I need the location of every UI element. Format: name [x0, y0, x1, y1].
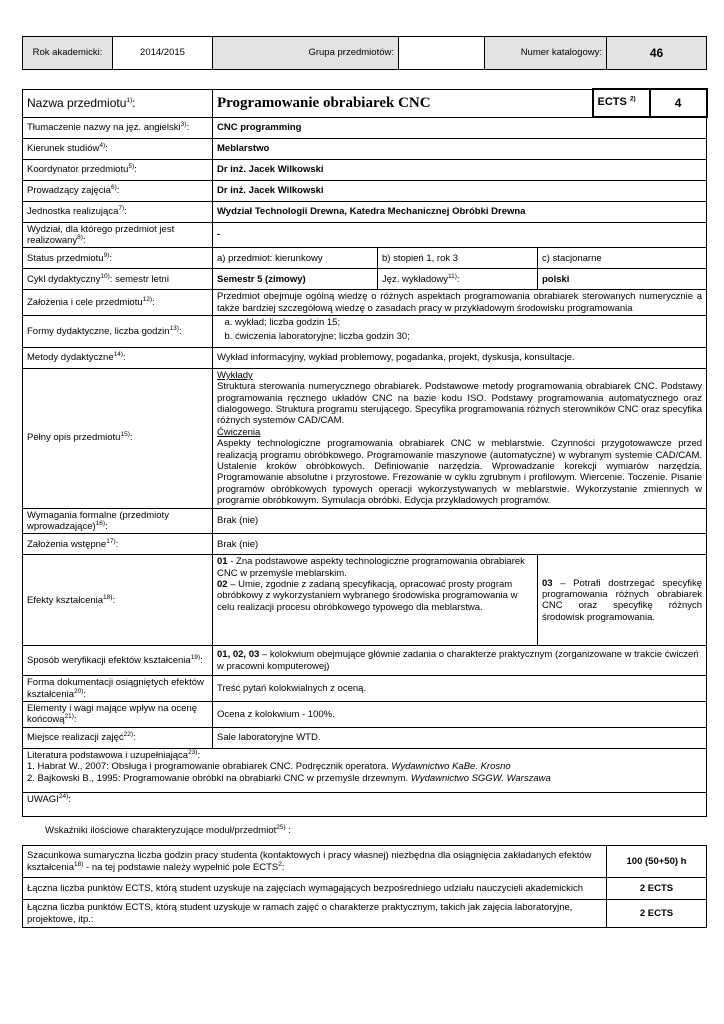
- forms-value: [213, 316, 707, 348]
- language-label: Jęz. wykładowy$^{11)}$:: [378, 269, 538, 290]
- remarks-label: UWAGI$^{24)}$:: [23, 792, 707, 816]
- documentation-label: Forma dokumentacji osiągniętych efektów kształcenia$^{20)}$:: [23, 676, 213, 702]
- coordinator-value: Dr inż. Jacek Wilkowski: [213, 159, 707, 180]
- faculty-label: Wydział, dla którego przedmiot jest realizowany$^{8)}$:: [23, 222, 213, 248]
- forms-item: a. wykład; liczba godzin 15;: [235, 317, 702, 328]
- catalog-number-label: Numer katalogowy:: [485, 37, 607, 70]
- indicators-table: [22, 845, 707, 928]
- location-label: Miejsce realizacji zajęć$^{22)}$:: [23, 727, 213, 748]
- outcome-03: 03 – Potrafi dostrzegać specyfikę programowania różnych obrabiarek CNC oraz specyfikę różnych środowisk programowania.: [542, 577, 703, 623]
- indicator-ects-direct-label: Łączna liczba punktów ECTS, którą student uzyskuje na zajęciach wymagających bezpośredniego udziału nauczycieli akademickich: [23, 878, 607, 900]
- outcomes-left: [213, 555, 538, 646]
- main-table: [22, 88, 708, 817]
- forms-item: b. ćwiczenia laboratoryjne; liczba godzin 30;: [235, 331, 702, 342]
- description-value: [213, 368, 707, 508]
- indicator-ects-direct-value: 2 ECTS: [607, 878, 707, 900]
- literature-item: 1. Habrat W., 2007: Obsługa i programowanie obrabiarek CNC. Podręcznik operatora. Wydawnictwo KaBe. Krosno: [27, 761, 511, 773]
- methods-value: Wykład informacyjny, wykład problemowy, pogadanka, projekt, dyskusja, konsultacje.: [213, 347, 707, 368]
- goals-label: Założenia i cele przedmiotu$^{12)}$:: [23, 290, 213, 316]
- literature-item: 2. Bajkowski B., 1995: Programowanie obróbki na obrabiarki CNC w przemyśle drzewnym. Wydawnictwo SGGW. Warszawa: [27, 772, 551, 784]
- outcomes-right: [538, 555, 707, 646]
- prerequisites-label: Założenia wstępne$^{17)}$:: [23, 534, 213, 555]
- requirements-label: Wymagania formalne (przedmioty wprowadzające)$^{16)}$:: [23, 508, 213, 534]
- goals-value: Przedmiot obejmuje ogólną wiedzę o różnych aspektach programowania obrabiarek sterowanych numerycznie a także bardziej szczegółową wiedzę o zasadach pracy w przykładowym środowisku programowania: [213, 290, 707, 316]
- description-label: Pełny opis przedmiotu$^{15)}$:: [23, 368, 213, 508]
- documentation-value: Treść pytań kolokwialnych z oceną.: [213, 676, 707, 702]
- outcomes-label: Efekty kształcenia$^{18)}$:: [23, 555, 213, 646]
- methods-label: Metody dydaktyczne$^{14)}$:: [23, 347, 213, 368]
- translation-label: Tłumaczenie nazwy na jęz. angielski$^{3)}$:: [23, 117, 213, 138]
- cycle-value: Semestr 5 (zimowy): [213, 269, 378, 290]
- subject-group-label: Grupa przedmiotów:: [213, 37, 399, 70]
- forms-label: Formy dydaktyczne, liczba godzin$^{13)}$:: [23, 316, 213, 348]
- grading-label: Elementy i wagi mające wpływ na ocenę końcową$^{21)}$:: [23, 702, 213, 728]
- unit-value: Wydział Technologii Drewna, Katedra Mechanicznej Obróbki Drewna: [213, 201, 707, 222]
- prerequisites-value: Brak (nie): [213, 534, 707, 555]
- status-b: b) stopień 1, rok 3: [378, 248, 538, 269]
- exercises-heading: Ćwiczenia: [217, 426, 261, 438]
- ects-label: ECTS $^{2)}$: [593, 89, 650, 117]
- cycle-label: Cykl dydaktyczny$^{10)}$: semestr letni: [23, 269, 213, 290]
- instructor-label: Prowadzący zajęcia$^{6)}$:: [23, 180, 213, 201]
- faculty-value: -: [213, 222, 707, 248]
- lectures-heading: Wykłady: [217, 369, 253, 381]
- field-of-study-value: Meblarstwo: [213, 138, 707, 159]
- outcome-01: 01 - Zna podstawowe aspekty technologiczne programowania obrabiarek CNC w przemyśle meblarskim.: [217, 556, 525, 579]
- header-table: [22, 36, 707, 70]
- literature-cell: [23, 748, 707, 792]
- status-c: c) stacjonarne: [538, 248, 707, 269]
- indicator-hours-value: 100 (50+50) h: [607, 846, 707, 878]
- exercises-text: Aspekty technologiczne programowania obrabiarek CNC w meblarstwie. Czynności przygotowawcze przed realizacją programu obróbkowego. Programowanie maszynowe (automatyczne) w wybranym systemie CAD/CAM. Ustalenie kroków obróbkowych. Definiowanie narzędzia. Wprowadzanie korekcji wymiarów narzędzia. Programowanie absolutne i przyrostowe. Frezowanie w cyklu zgrubnym i profilowym. Wiercenie. Toczenie. Pisanie programów obróbkowych typowych operacji wykorzystywanych w meblarstwie. Wykorzystanie zmiennych w programie obróbkowym. Symulacja obróbki. Edycja przykładowych programów.: [217, 438, 703, 507]
- outcome-02: 02 – Umie, zgodnie z zadaną specyfikacją, opracować prosty program obróbkowy z wykorzystaniem wybranego środowiska programowania w celu realizacji procesu obróbkowego typowego dla meblarstwa.: [217, 579, 518, 613]
- indicator-ects-practical-value: 2 ECTS: [607, 900, 707, 928]
- instructor-value: Dr inż. Jacek Wilkowski: [213, 180, 707, 201]
- location-value: Sale laboratoryjne WTD.: [213, 727, 707, 748]
- course-name-value: Programowanie obrabiarek CNC: [213, 89, 593, 117]
- subject-group-value: [399, 37, 485, 70]
- catalog-number-value: 46: [607, 37, 707, 70]
- requirements-value: Brak (nie): [213, 508, 707, 534]
- verification-value: 01, 02, 03 – kolokwium obejmujące głównie zadania o charakterze praktycznym (zorganizowane w trakcie ćwiczeń w pracowni komputerowej): [213, 646, 707, 676]
- course-name-label: Nazwa przedmiotu$^{1)}$:: [23, 89, 213, 117]
- field-of-study-label: Kierunek studiów$^{4)}$:: [23, 138, 213, 159]
- lectures-text: Struktura sterowania numerycznego obrabiarek. Podstawowe metody programowania obrabiarek CNC. Podstawy programowania ręcznego układów CNC na bazie kodu ISO. Podstawy programowania automatycznego oraz dialogowego. Struktura programu sterującego. Specyfika programowania różnych sterowników CNC oraz specyfika różnych systemów CAD/CAM.: [217, 381, 703, 427]
- grading-value: Ocena z kolokwium - 100%.: [213, 702, 707, 728]
- status-label: Status przedmiotu$^{9)}$:: [23, 248, 213, 269]
- translation-value: CNC programming: [213, 117, 707, 138]
- literature-label: Literatura podstawowa i uzupełniająca$^{23)}$:: [27, 748, 201, 761]
- academic-year-value: 2014/2015: [113, 37, 213, 70]
- status-a: a) przedmiot: kierunkowy: [213, 248, 378, 269]
- unit-label: Jednostka realizująca$^{7)}$:: [23, 201, 213, 222]
- coordinator-label: Koordynator przedmiotu$^{5)}$:: [23, 159, 213, 180]
- language-value: polski: [538, 269, 707, 290]
- verification-label: Sposób weryfikacji efektów kształcenia$^{19)}$:: [23, 646, 213, 676]
- ects-value: 4: [650, 89, 707, 117]
- indicators-title: Wskaźniki ilościowe charakteryzujące moduł/przedmiot$^{25)}$ :: [45, 823, 291, 836]
- indicator-ects-practical-label: Łączna liczba punktów ECTS, którą student uzyskuje w ramach zajęć o charakterze praktycznym, takich jak zajęcia laboratoryjne, projektowe, itp.:: [23, 900, 607, 928]
- academic-year-label: Rok akademicki:: [23, 37, 113, 70]
- indicator-hours-label: Szacunkowa sumaryczna liczba godzin pracy studenta (kontaktowych i pracy własnej) niezbędna dla osiągnięcia zakładanych efektów kształcenia$^{18)}$ - na tej podstawie należy wypełnić pole ECTS$^2$:: [23, 846, 607, 878]
